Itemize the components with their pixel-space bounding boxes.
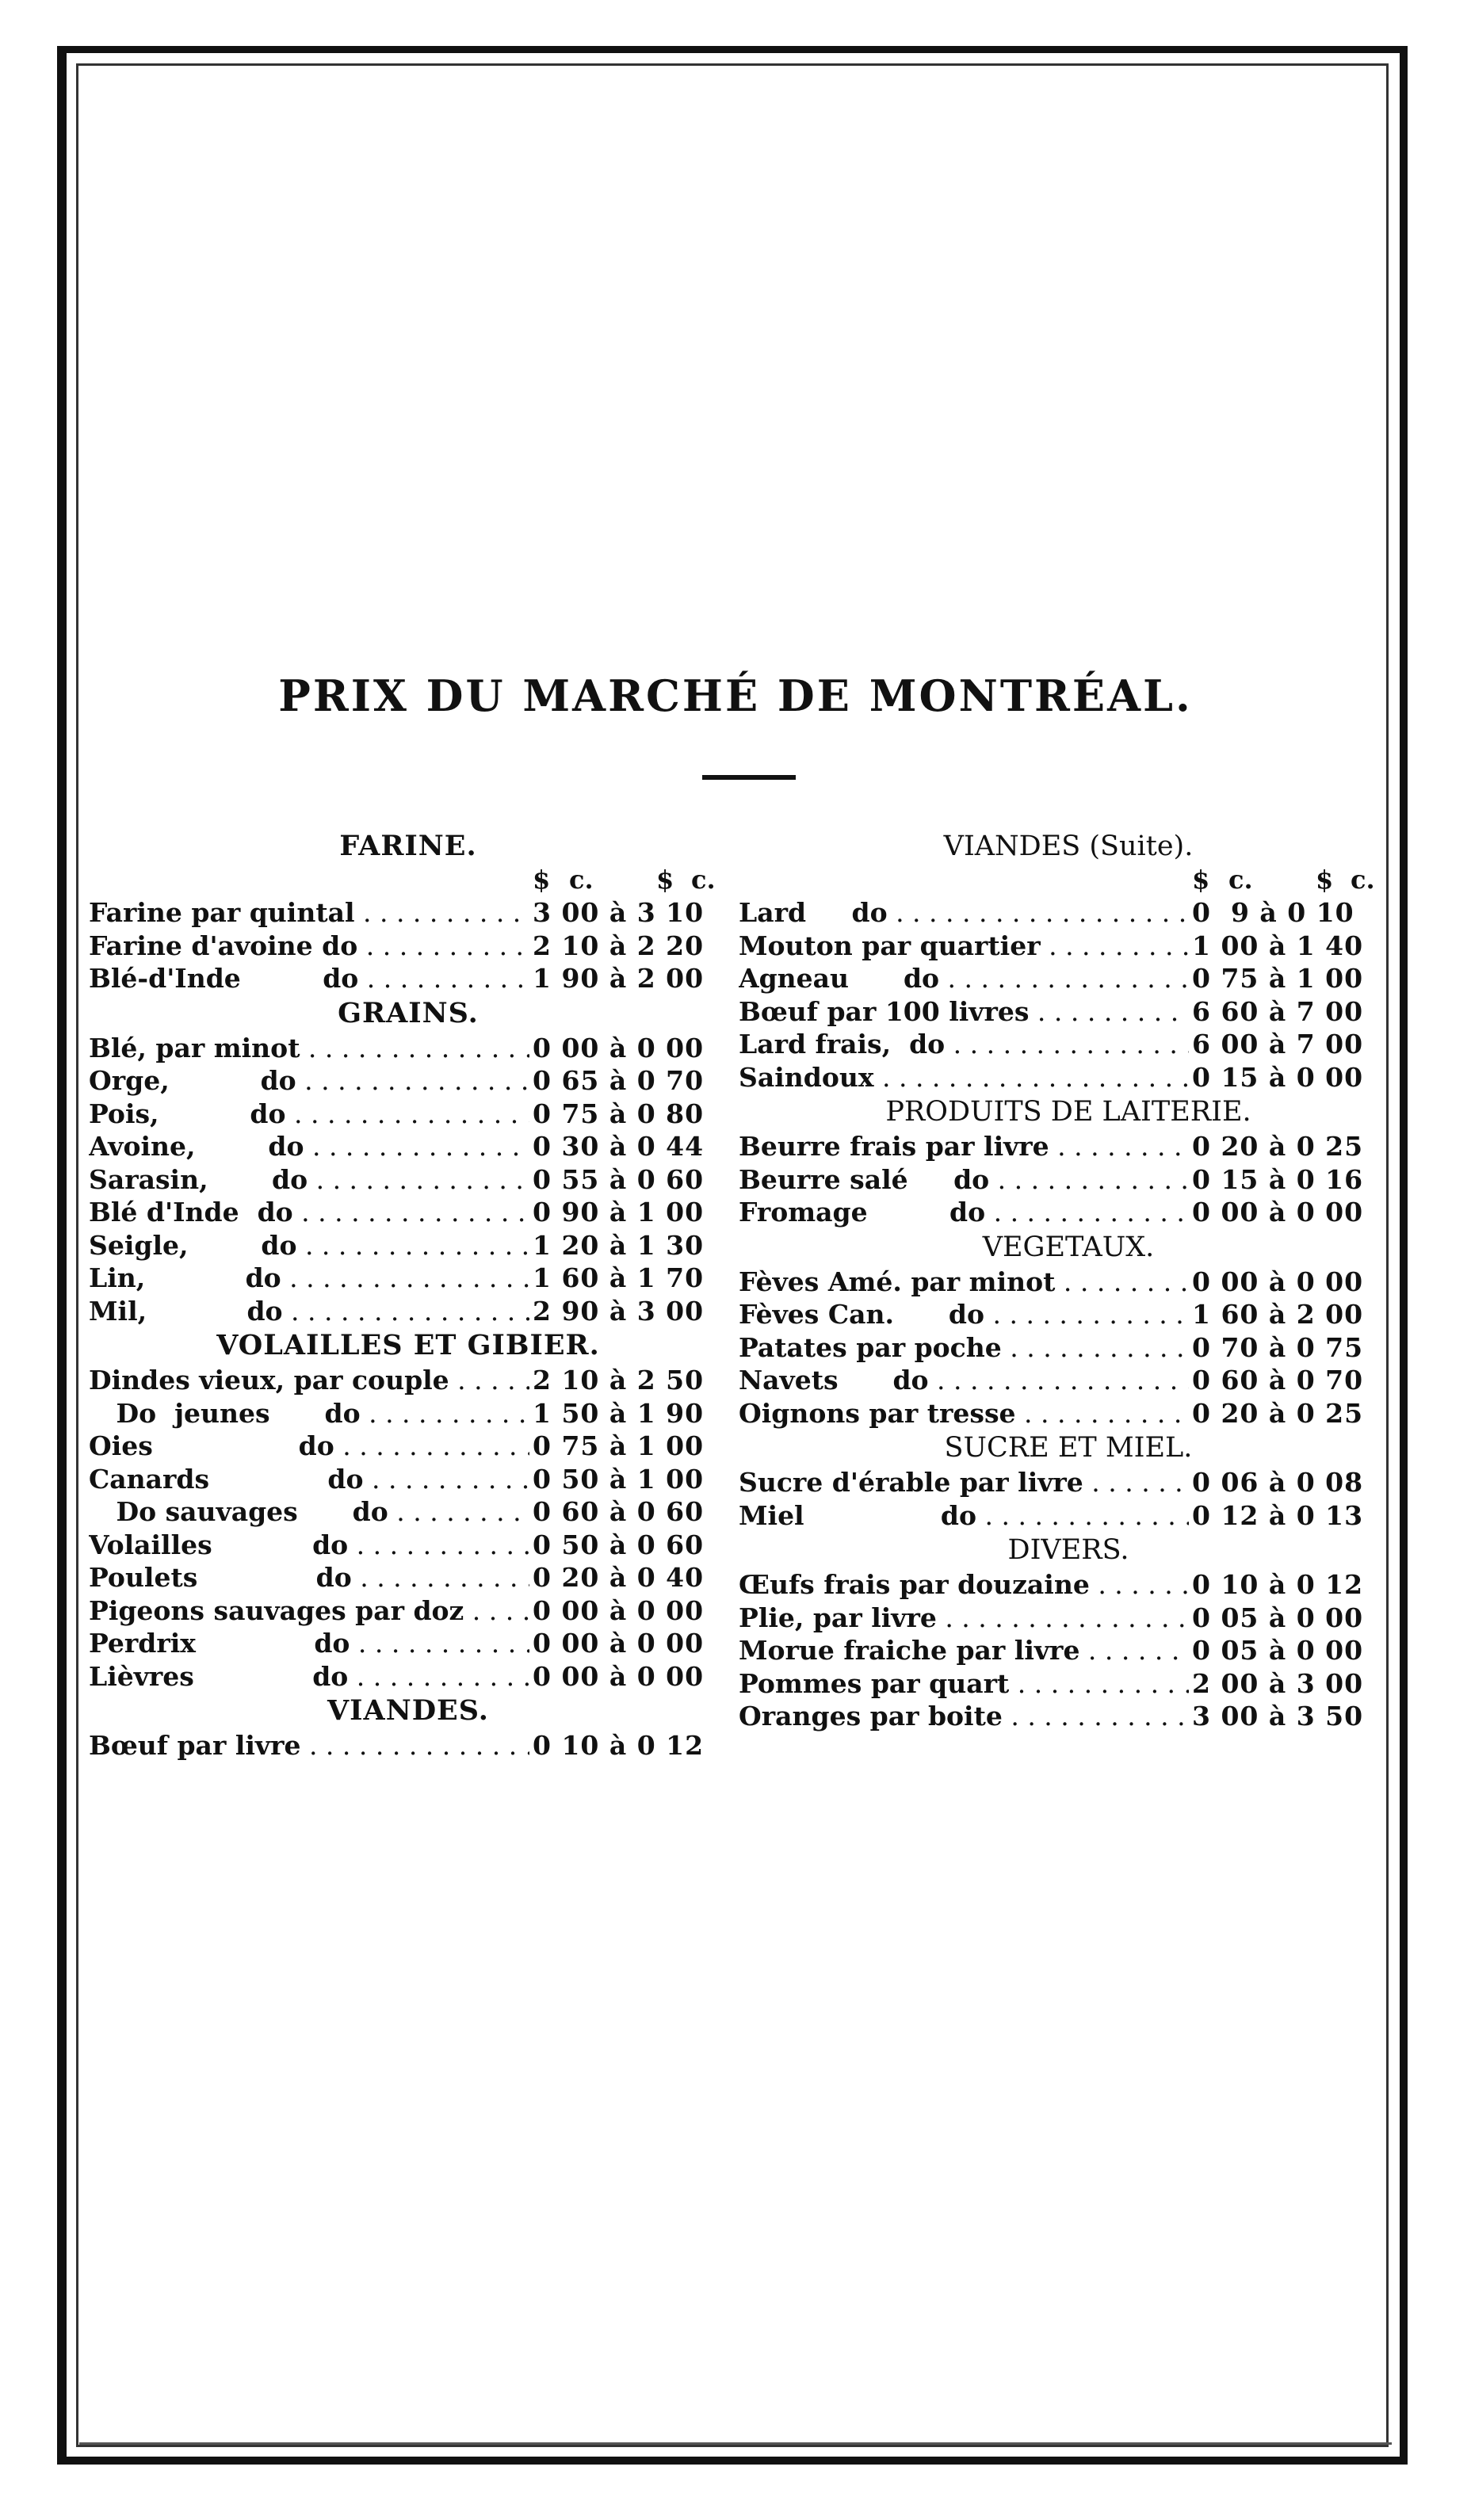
item-price: 0 15 à 0 16	[1192, 1163, 1364, 1195]
item-name	[89, 1295, 529, 1328]
item-name	[89, 1729, 529, 1762]
price-row	[89, 1627, 728, 1660]
item-name	[739, 1364, 1189, 1397]
item-price: 1 60 à 1 70	[533, 1262, 705, 1293]
price-row	[739, 1364, 1398, 1397]
price-row	[739, 1667, 1398, 1701]
item-name	[739, 930, 1189, 963]
item-name	[89, 1495, 529, 1529]
item-name	[89, 896, 529, 930]
price-row	[89, 1098, 728, 1131]
item-name	[739, 1130, 1189, 1163]
item-name	[739, 1061, 1189, 1094]
section-header: VOLAILLES ET GIBIER.	[216, 1329, 600, 1361]
price-row	[739, 1266, 1398, 1299]
item-name-text: Farine par quintal	[89, 897, 355, 928]
item-name	[89, 1032, 529, 1065]
item-name-text: Mil, do	[89, 1295, 283, 1327]
section-header: VIANDES (Suite).	[943, 830, 1194, 862]
item-price: 0 06 à 0 08	[1192, 1467, 1364, 1498]
item-name-text: Plie, par livre	[739, 1602, 937, 1633]
item-price: 1 20 à 1 30	[533, 1229, 705, 1261]
item-name-text: Bœuf par 100 livres	[739, 995, 1030, 1027]
price-row	[89, 1561, 728, 1594]
item-name	[89, 1627, 529, 1660]
item-price: 0 00 à 0 00	[533, 1594, 705, 1626]
item-name-text: Perdrix do	[89, 1628, 350, 1659]
item-price: 0 12 à 0 13	[1192, 1499, 1364, 1531]
price-row	[739, 1499, 1398, 1533]
price-row	[89, 1262, 728, 1295]
item-price: 1 60 à 2 00	[1192, 1299, 1364, 1330]
item-price: 2 90 à 3 00	[533, 1295, 705, 1327]
section-header: GRAINS.	[338, 996, 479, 1029]
item-name	[739, 896, 1189, 930]
item-price: 0 00 à 0 00	[533, 1660, 705, 1692]
item-price: 0 9 à 0 10	[1192, 897, 1354, 928]
item-name-text: Patates par poche	[739, 1331, 1002, 1363]
price-row	[89, 1163, 728, 1197]
item-name-text: Blé-d'Inde do	[89, 963, 359, 994]
item-name	[89, 1364, 529, 1397]
cents-label: c.	[1228, 865, 1253, 895]
price-row	[739, 1130, 1398, 1163]
item-price: 0 00 à 0 00	[1192, 1266, 1364, 1297]
item-name-text: Pigeons sauvages par doz	[89, 1594, 464, 1626]
item-price: 0 20 à 0 40	[533, 1562, 705, 1593]
item-price: 0 70 à 0 75	[1192, 1331, 1364, 1363]
item-name-text: Fromage do	[739, 1197, 986, 1228]
item-name	[89, 930, 529, 963]
item-price: 0 65 à 0 70	[533, 1065, 705, 1096]
item-name	[89, 1660, 529, 1693]
item-name-text: Orge, do	[89, 1065, 296, 1096]
price-row	[739, 962, 1398, 995]
price-row	[739, 1568, 1398, 1602]
price-row	[89, 1495, 728, 1529]
item-name-text: Morue fraiche par livre	[739, 1635, 1080, 1666]
item-name-text: Avoine, do	[89, 1131, 304, 1162]
item-name	[89, 1529, 529, 1562]
item-name-text: Beurre salé do	[739, 1163, 990, 1195]
item-name-text: Agneau do	[739, 963, 940, 994]
item-price: 0 75 à 1 00	[1192, 963, 1364, 994]
item-price: 0 05 à 0 00	[1192, 1635, 1364, 1666]
item-name	[739, 1700, 1189, 1733]
price-row	[739, 1163, 1398, 1197]
item-name-text: Bœuf par livre	[89, 1730, 301, 1761]
item-price: 0 20 à 0 25	[1192, 1131, 1364, 1162]
item-name-text: Canards do	[89, 1463, 364, 1495]
item-price: 1 50 à 1 90	[533, 1397, 705, 1429]
item-price: 0 90 à 1 00	[533, 1197, 705, 1228]
item-price: 0 50 à 0 60	[533, 1529, 705, 1560]
dollar-label: $	[533, 865, 551, 895]
item-name-text: Beurre frais par livre	[739, 1131, 1049, 1162]
item-name	[739, 962, 1189, 995]
section-header: DIVERS.	[1007, 1534, 1129, 1566]
item-name	[739, 1196, 1189, 1229]
price-row	[739, 995, 1398, 1029]
currency-header	[89, 865, 728, 896]
price-row	[739, 1028, 1398, 1061]
currency-header	[739, 865, 1398, 896]
item-name-text: Do jeunes do	[89, 1397, 361, 1429]
item-name-text: Poulets do	[89, 1562, 352, 1593]
dollar-label: $	[1316, 865, 1334, 895]
item-price: 0 60 à 0 70	[1192, 1365, 1364, 1396]
bottom-rule	[79, 2442, 1392, 2445]
item-price: 1 00 à 1 40	[1192, 930, 1364, 961]
item-name	[89, 1397, 529, 1430]
item-name-text: Lard do	[739, 897, 888, 928]
left-column	[89, 828, 728, 1762]
item-price: 0 55 à 0 60	[533, 1163, 705, 1195]
item-price: 6 00 à 7 00	[1192, 1029, 1364, 1060]
item-price: 0 00 à 0 00	[533, 1628, 705, 1659]
item-name-text: Fèves Can. do	[739, 1299, 985, 1330]
item-name-text: Fèves Amé. par minot	[739, 1266, 1056, 1297]
item-name-text: Blé d'Inde do	[89, 1197, 293, 1228]
price-row	[739, 896, 1398, 930]
price-row	[89, 1660, 728, 1693]
item-name-text: Sarasin, do	[89, 1163, 308, 1195]
item-name-text: Miel do	[739, 1499, 977, 1531]
price-row	[739, 1331, 1398, 1365]
price-row	[89, 1064, 728, 1098]
item-name-text: Pois, do	[89, 1098, 286, 1129]
price-row	[739, 930, 1398, 963]
price-row	[89, 896, 728, 930]
item-name	[89, 1262, 529, 1295]
item-name	[89, 1430, 529, 1463]
item-price: 2 10 à 2 20	[533, 930, 705, 961]
item-price: 0 10 à 0 12	[533, 1730, 705, 1761]
item-name	[89, 1196, 529, 1229]
price-row	[739, 1466, 1398, 1499]
item-price: 0 30 à 0 44	[533, 1131, 705, 1162]
price-row	[89, 962, 728, 995]
item-name-text: Lièvres do	[89, 1660, 349, 1692]
item-price: 0 75 à 1 00	[533, 1430, 705, 1461]
price-row	[89, 1594, 728, 1628]
price-row	[89, 1032, 728, 1065]
section-header: FARINE.	[339, 830, 477, 862]
item-name	[739, 1331, 1189, 1365]
item-name	[739, 1499, 1189, 1533]
title-rule	[702, 775, 796, 780]
item-name-text: Volailles do	[89, 1529, 349, 1560]
price-row	[89, 1229, 728, 1262]
price-row	[739, 1061, 1398, 1094]
section-header: PRODUITS DE LAITERIE.	[885, 1096, 1251, 1128]
item-price: 0 10 à 0 12	[1192, 1569, 1364, 1600]
item-name	[739, 1298, 1189, 1331]
item-name-text: Lin, do	[89, 1262, 281, 1293]
item-name-text: Seigle, do	[89, 1229, 297, 1261]
item-name	[739, 1634, 1189, 1667]
item-name	[739, 1028, 1189, 1061]
item-name-text: Saindoux	[739, 1061, 874, 1093]
item-name	[89, 1594, 529, 1628]
item-price: 0 60 à 0 60	[533, 1496, 705, 1527]
item-name	[739, 995, 1189, 1029]
item-price: 0 50 à 1 00	[533, 1463, 705, 1495]
item-price: 2 10 à 2 50	[533, 1365, 705, 1396]
item-name	[89, 962, 529, 995]
price-row	[89, 1529, 728, 1562]
cents-label: c.	[1351, 865, 1375, 895]
price-row	[89, 1397, 728, 1430]
item-name-text: Dindes vieux, par couple	[89, 1365, 449, 1396]
item-price: 6 60 à 7 00	[1192, 995, 1364, 1027]
cents-label: c.	[569, 865, 594, 895]
price-row	[89, 1130, 728, 1163]
section-header: VIANDES.	[327, 1694, 489, 1727]
item-name	[89, 1163, 529, 1197]
item-name	[89, 1130, 529, 1163]
item-price: 0 05 à 0 00	[1192, 1602, 1364, 1633]
item-name	[739, 1466, 1189, 1499]
item-price: 1 90 à 2 00	[533, 963, 705, 994]
item-name	[739, 1397, 1189, 1430]
item-name-text: Do sauvages do	[89, 1496, 388, 1527]
price-row	[89, 1295, 728, 1328]
item-name	[739, 1163, 1189, 1197]
item-name-text: Lard frais, do	[739, 1029, 946, 1060]
price-row	[739, 1700, 1398, 1733]
item-name-text: Sucre d'érable par livre	[739, 1467, 1083, 1498]
price-row	[89, 930, 728, 963]
item-name	[739, 1602, 1189, 1635]
right-column	[739, 828, 1398, 1733]
price-row	[739, 1397, 1398, 1430]
price-row	[89, 1729, 728, 1762]
item-name	[89, 1098, 529, 1131]
item-name-text: Navets do	[739, 1365, 929, 1396]
item-price: 0 75 à 0 80	[533, 1098, 705, 1129]
item-price: 2 00 à 3 00	[1192, 1667, 1364, 1699]
cents-label: c.	[691, 865, 716, 895]
item-name	[89, 1064, 529, 1098]
item-name	[89, 1561, 529, 1594]
dollar-label: $	[1192, 865, 1210, 895]
item-name-text: Blé, par minot	[89, 1032, 300, 1063]
price-row	[89, 1463, 728, 1496]
dollar-label: $	[656, 865, 674, 895]
item-name	[739, 1266, 1189, 1299]
item-name	[739, 1667, 1189, 1701]
item-name-text: Oies do	[89, 1430, 334, 1461]
item-name	[739, 1568, 1189, 1602]
price-row	[739, 1602, 1398, 1635]
item-name-text: Oignons par tresse	[739, 1397, 1016, 1429]
price-row	[739, 1298, 1398, 1331]
item-name-text: Pommes par quart	[739, 1667, 1010, 1699]
page-title: PRIX DU MARCHÉ DE MONTRÉAL.	[278, 670, 1193, 721]
price-row	[89, 1364, 728, 1397]
item-price: 0 20 à 0 25	[1192, 1397, 1364, 1429]
item-price: 3 00 à 3 10	[533, 897, 705, 928]
section-header: VEGETAUX.	[982, 1231, 1155, 1263]
price-row	[89, 1196, 728, 1229]
item-price: 0 00 à 0 00	[1192, 1197, 1364, 1228]
item-name-text: Œufs frais par douzaine	[739, 1569, 1090, 1600]
price-row	[739, 1634, 1398, 1667]
item-name-text: Farine d'avoine do	[89, 930, 358, 961]
price-row	[89, 1430, 728, 1463]
price-row	[739, 1196, 1398, 1229]
item-name	[89, 1229, 529, 1262]
item-name	[89, 1463, 529, 1496]
item-name-text: Mouton par quartier	[739, 930, 1041, 961]
item-name-text: Oranges par boite	[739, 1701, 1003, 1732]
item-price: 0 00 à 0 00	[533, 1032, 705, 1063]
item-price: 0 15 à 0 00	[1192, 1061, 1364, 1093]
section-header: SUCRE ET MIEL.	[944, 1432, 1193, 1464]
item-price: 3 00 à 3 50	[1192, 1701, 1364, 1732]
